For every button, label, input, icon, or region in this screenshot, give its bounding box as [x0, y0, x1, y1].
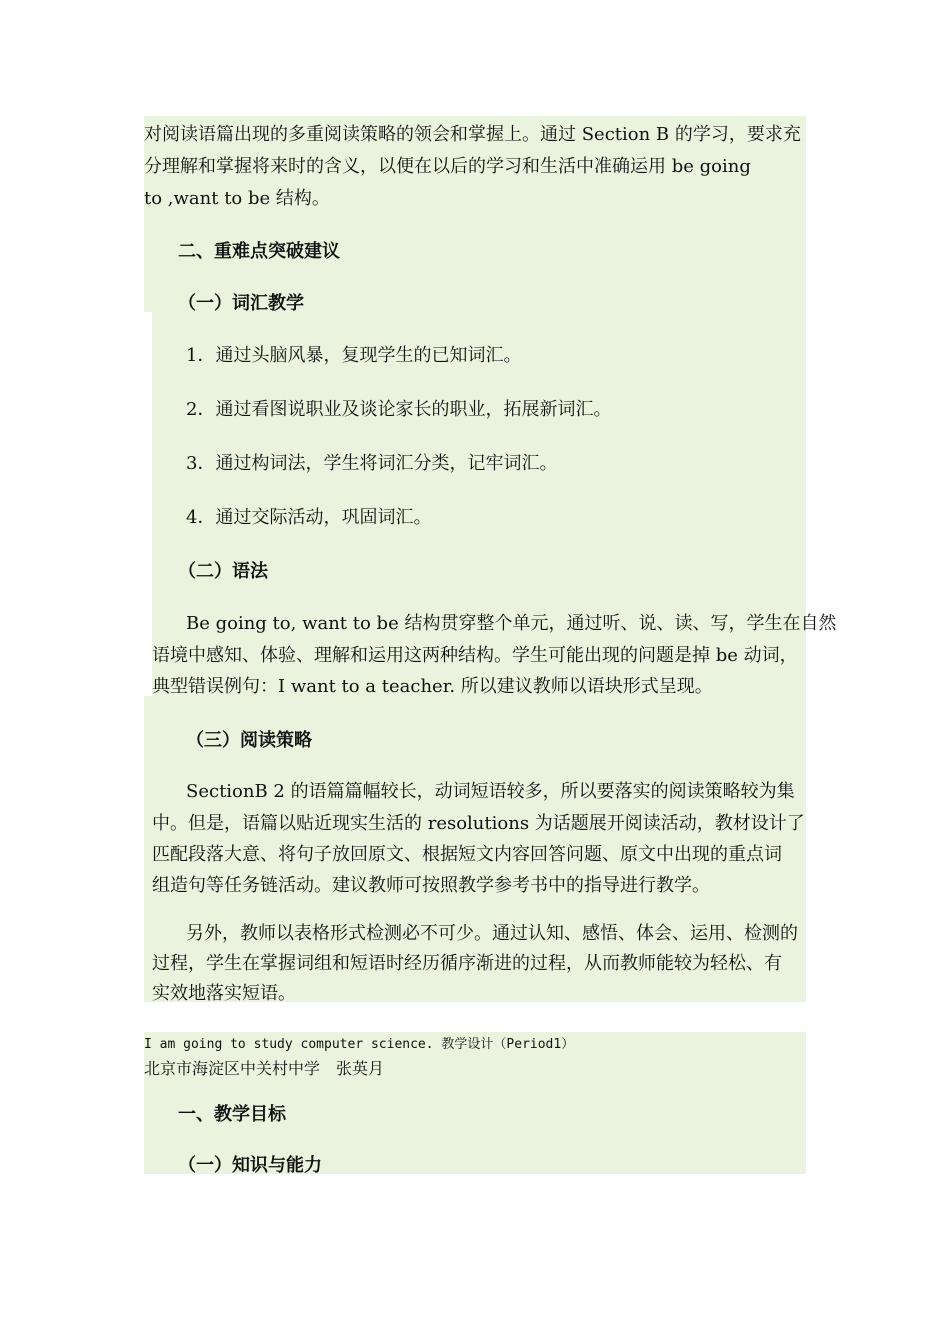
intro-line: 对阅读语篇出现的多重阅读策略的领会和掌握上。通过 Section B 的学习，要求充 [144, 124, 801, 145]
subsection-heading: （一）知识与能力 [178, 1155, 322, 1176]
paragraph-line: 中。但是，语篇以贴近现实生活的 resolutions 为话题展开阅读活动，教材设计了 [152, 813, 805, 834]
paragraph-line: 另外，教师以表格形式检测必不可少。通过认知、感悟、体会、运用、检测的 [186, 923, 798, 944]
paragraph-line: 组造句等任务链活动。建议教师可按照教学参考书中的指导进行教学。 [152, 875, 710, 896]
paragraph-line: Be going to, want to be 结构贯穿整个单元，通过听、说、读、写，学生在自然 [186, 613, 837, 634]
lesson-author: 北京市海淀区中关村中学 张英月 [144, 1059, 385, 1078]
paragraph-line: 典型错误例句：I want to a teacher. 所以建议教师以语块形式呈现。 [152, 676, 713, 697]
paragraph-line: SectionB 2 的语篇篇幅较长，动词短语较多，所以要落实的阅读策略较为集 [186, 781, 795, 802]
paragraph-line: 过程，学生在掌握词组和短语时经历循序渐进的过程，从而教师能较为轻松、有 [152, 953, 782, 974]
lesson-title: I am going to study computer science. 教学设计（Period1） [144, 1037, 575, 1052]
subsection-heading: （二）语法 [178, 561, 268, 582]
list-item: 3．通过构词法，学生将词汇分类，记牢词汇。 [186, 453, 558, 474]
paragraph-line: 语境中感知、体验、理解和运用这两种结构。学生可能出现的问题是掉 be 动词， [152, 645, 798, 666]
subsection-heading: （一）词汇教学 [178, 293, 304, 314]
section-heading: 一、教学目标 [178, 1104, 286, 1125]
list-item: 1．通过头脑风暴，复现学生的已知词汇。 [186, 345, 522, 366]
list-item: 2．通过看图说职业及谈论家长的职业，拓展新词汇。 [186, 399, 612, 420]
highlight-band [152, 312, 806, 696]
subsection-heading: （三）阅读策略 [186, 730, 312, 751]
list-item: 4．通过交际活动，巩固词汇。 [186, 507, 432, 528]
intro-line: 分理解和掌握将来时的含义，以便在以后的学习和生活中准确运用 be going [144, 156, 751, 177]
paragraph-line: 匹配段落大意、将句子放回原文、根据短文内容回答问题、原文中出现的重点词 [152, 844, 782, 865]
paragraph-line: 实效地落实短语。 [152, 983, 296, 1004]
intro-line: to ,want to be 结构。 [144, 188, 330, 209]
section-heading: 二、重难点突破建议 [178, 241, 340, 262]
